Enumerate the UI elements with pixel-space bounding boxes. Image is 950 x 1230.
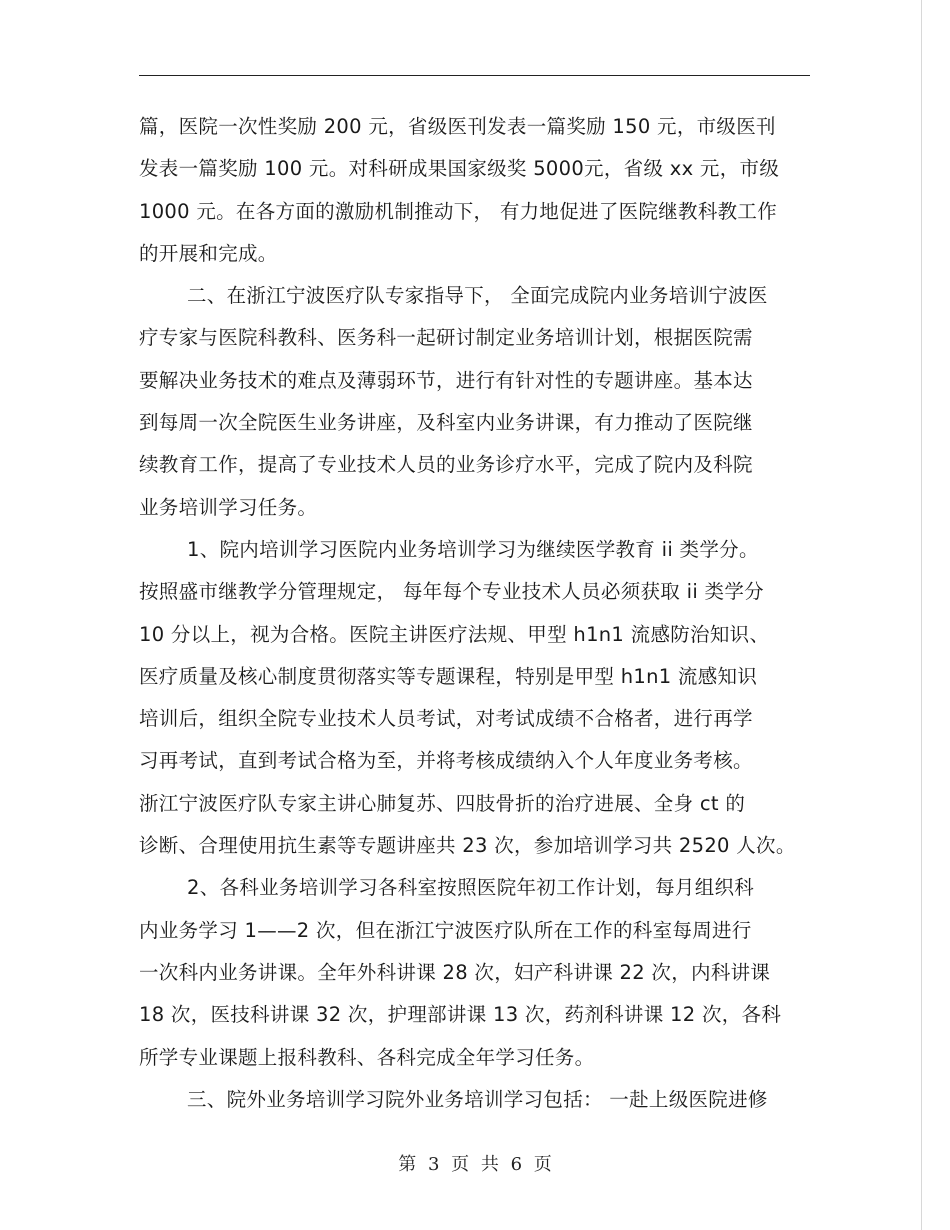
text-line: 一次科内业务讲课。全年外科讲课 28 次，妇产科讲课 22 次，内科讲课 — [139, 960, 771, 984]
document-body — [139, 106, 810, 1121]
text-line: 的开展和完成。 — [139, 241, 278, 265]
text-line: 诊断、合理使用抗生素等专题讲座共 23 次，参加培训学习共 2520 人次。 — [139, 834, 796, 858]
text-line: 所学专业课题上报科教科、各科完成全年学习任务。 — [139, 1045, 595, 1069]
text-line: 10 分以上，视为合格。医院主讲医疗法规、甲型 h1n1 流感防治知识、 — [139, 622, 770, 646]
text-line: 培训后，组织全院专业技术人员考试，对考试成绩不合格者，进行再学 — [139, 707, 753, 731]
text-line: 18 次，医技科讲课 32 次，护理部讲课 13 次，药剂科讲课 12 次，各科 — [139, 1003, 782, 1027]
page-edge — [921, 0, 922, 1230]
subsection-heading-1: 1、院内培训学习医院内业务培训学习为继续医学教育 ii 类学分。 — [187, 537, 759, 561]
text-line: 发表一篇奖励 100 元。对科研成果国家级奖 5000元，省级 xx 元，市级 — [139, 157, 780, 181]
header-rule — [139, 75, 810, 76]
text-line: 医疗质量及核心制度贯彻落实等专题课程，特别是甲型 h1n1 流感知识 — [139, 664, 758, 688]
text-line: 内业务学习 1——2 次，但在浙江宁波医疗队所在工作的科室每周进行 — [139, 918, 752, 942]
text-line: 篇，医院一次性奖励 200 元，省级医刊发表一篇奖励 150 元，市级医刊 — [139, 115, 776, 138]
page-footer: 第 3 页 共 6 页 — [398, 1154, 552, 1175]
text-line: 业务培训学习任务。 — [139, 495, 318, 519]
text-line: 要解决业务技术的难点及薄弱环节，进行有针对性的专题讲座。基本达 — [139, 368, 753, 392]
subsection-heading-2: 2、各科业务培训学习各科室按照医院年初工作计划，每月组织科 — [187, 876, 755, 900]
section-heading-2: 二、在浙江宁波医疗队专家指导下， 全面完成院内业务培训宁波医 — [187, 284, 768, 308]
text-line: 1000 元。在各方面的激励机制推动下， 有力地促进了医院继教科教工作 — [139, 199, 778, 223]
section-heading-3: 三、院外业务培训学习院外业务培训学习包括： 一赴上级医院进修 — [187, 1087, 768, 1111]
text-line: 到每周一次全院医生业务讲座，及科室内业务讲课，有力推动了医院继 — [139, 411, 753, 435]
text-line: 浙江宁波医疗队专家主讲心肺复苏、四肢骨折的治疗进展、全身 ct 的 — [139, 791, 746, 815]
text-line: 习再考试，直到考试合格为至，并将考核成绩纳入个人年度业务考核。 — [139, 749, 753, 773]
text-line: 续教育工作，提高了专业技术人员的业务诊疗水平，完成了院内及科院 — [139, 453, 753, 477]
text-line: 疗专家与医院科教科、医务科一起研讨制定业务培训计划，根据医院需 — [139, 326, 753, 350]
text-line: 按照盛市继教学分管理规定， 每年每个专业技术人员必须获取 ii 类学分 — [139, 580, 764, 604]
